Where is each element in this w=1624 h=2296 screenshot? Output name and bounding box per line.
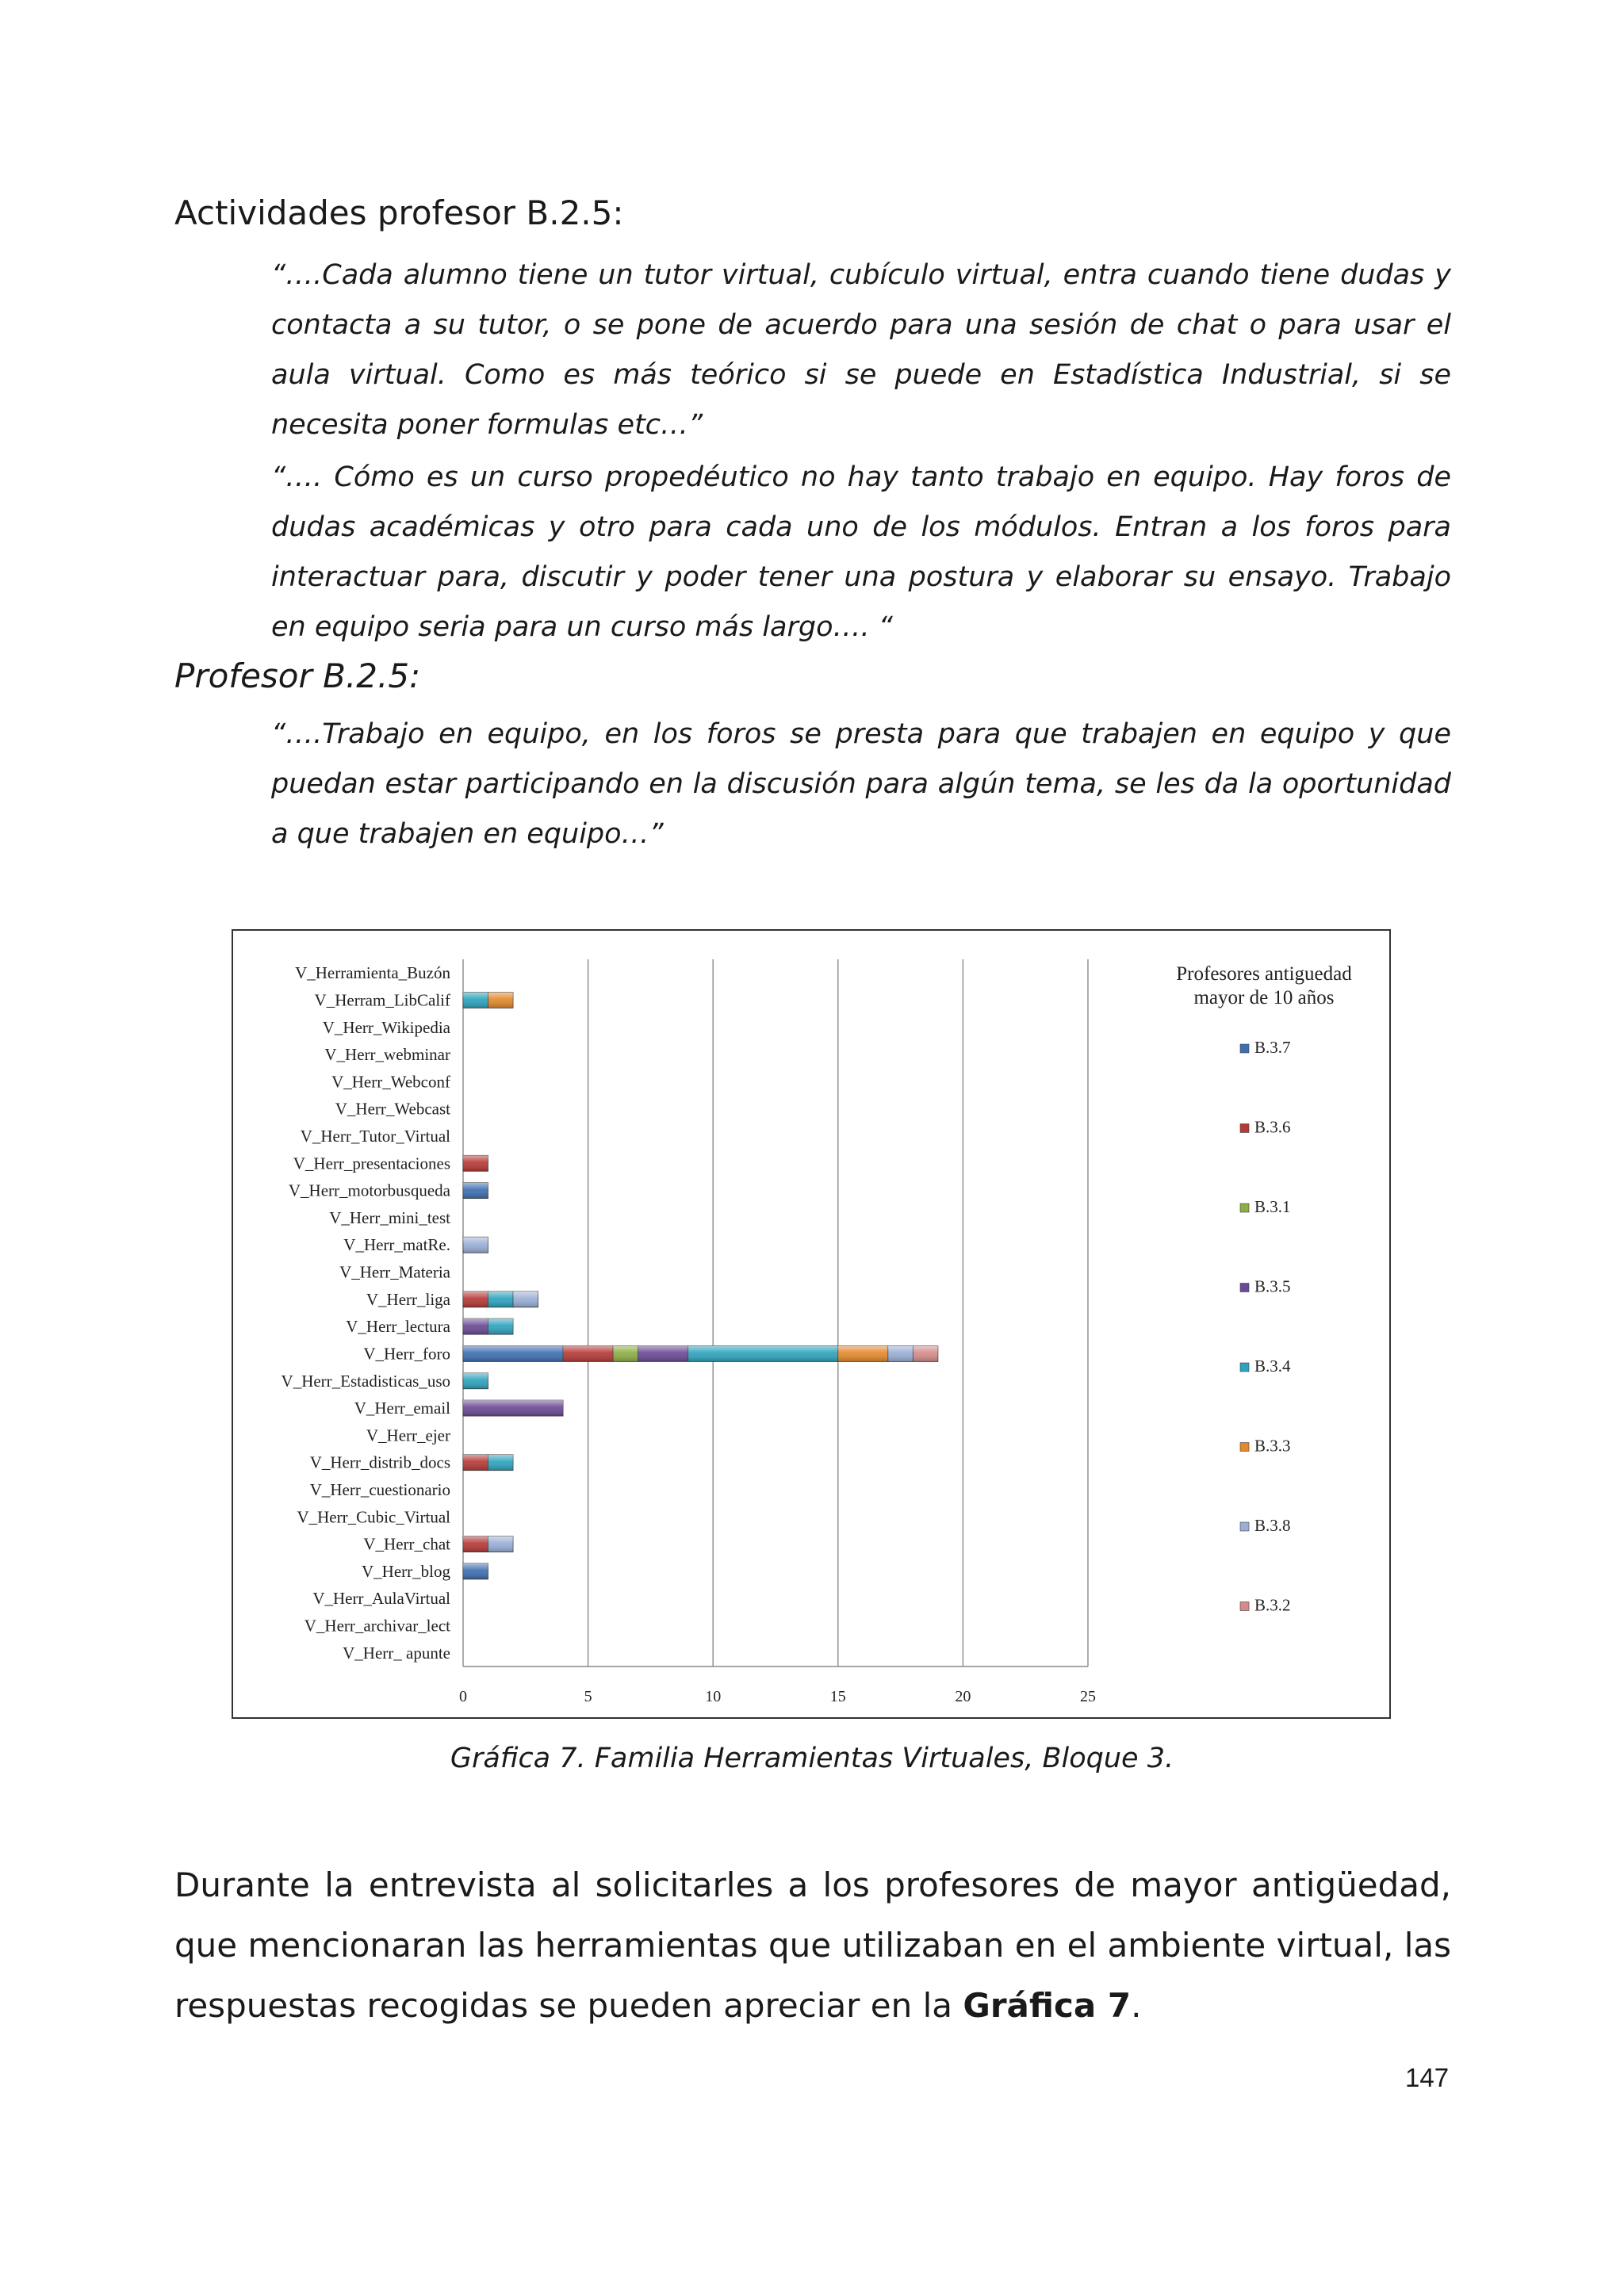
x-tick-label: 5 [584, 1688, 592, 1705]
x-tick-label: 0 [459, 1688, 467, 1705]
legend-entry: B.3.5 [1254, 1276, 1291, 1296]
category-label: V_Herr_Webcast [335, 1099, 450, 1119]
heading-profesor: Profesor B.2.5: [174, 656, 421, 695]
category-label: V_Herr_distrib_docs [309, 1452, 450, 1472]
category-label: V_Herr_Estadisticas_uso [281, 1371, 450, 1391]
legend-entry: B.3.3 [1254, 1436, 1291, 1456]
figure-reference: Gráfica 7 [963, 1986, 1132, 2025]
legend-swatch [1240, 1443, 1249, 1452]
chart-legend [1176, 963, 1352, 1615]
bar-segment-gloss [488, 1536, 514, 1552]
bar-segment-gloss [463, 1400, 563, 1416]
legend-title: mayor de 10 años [1193, 987, 1335, 1008]
category-label: V_Herramienta_Buzón [295, 963, 450, 983]
category-label: V_Herr_webminar [324, 1045, 450, 1065]
category-label: V_Herr_cuestionario [309, 1480, 450, 1499]
heading-activities: Actividades profesor B.2.5: [174, 193, 624, 232]
chart-gridlines [463, 959, 1088, 1667]
chart-x-tick-labels [459, 1688, 1096, 1705]
bar-segment-gloss [488, 992, 514, 1008]
category-label: V_Herram_LibCalif [314, 990, 450, 1010]
bar-segment-gloss [463, 1373, 488, 1389]
bar-segment-gloss [513, 1292, 538, 1307]
category-label: V_Herr_Webconf [331, 1072, 450, 1092]
bar-segment-gloss [463, 1183, 488, 1199]
bar-segment-gloss [488, 1318, 514, 1334]
bar-segment-gloss [688, 1345, 838, 1361]
quote-2: “…. Cómo es un curso propedéutico no hay tanto trabajo en equipo. Hay foros de dudas académicas y otro para cada uno de los módulos. Entran a los foros para interactuar para, discutir y poder tener una postura y elaborar su ensayo. Trabajo en equipo seria para un curso más largo…. “ [271, 461, 1451, 643]
legend-swatch [1240, 1124, 1249, 1133]
bar-segment-gloss [463, 1455, 488, 1471]
legend-swatch [1240, 1522, 1249, 1531]
legend-swatch [1240, 1044, 1249, 1053]
chart-category-labels [282, 963, 451, 1663]
page-number: 147 [1405, 2063, 1450, 2092]
category-label: V_Herr_Tutor_Virtual [300, 1127, 450, 1146]
x-tick-label: 25 [1080, 1688, 1096, 1705]
bar-segment-gloss [463, 1292, 488, 1307]
paragraph-text: Durante la entrevista al solicitarles a los profesores de mayor antigüedad, que mencionaran las herramientas que utilizaban en el ambiente virtual, las respuestas recogidas se pueden apreciar en la [174, 1866, 1451, 2025]
x-tick-label: 15 [829, 1688, 846, 1705]
category-label: V_Herr_Wikipedia [322, 1017, 450, 1037]
bar-segment-gloss [463, 1155, 488, 1171]
bar-segment-gloss [488, 1292, 514, 1307]
quote-3: “….Trabajo en equipo, en los foros se presta para que trabajen en equipo y que puedan estar participando en la discusión para algún tema, se les da la oportunidad a que trabajen en equipo…” [271, 718, 1451, 850]
category-label: V_Herr_ejer [366, 1425, 450, 1445]
category-label: V_Herr_motorbusqueda [288, 1181, 450, 1200]
category-label: V_Herr_chat [363, 1534, 450, 1554]
category-label: V_Herr_Cubic_Virtual [297, 1507, 450, 1527]
category-label: V_Herr_lectura [346, 1317, 450, 1337]
legend-entry: B.3.1 [1254, 1197, 1291, 1216]
legend-swatch [1240, 1363, 1249, 1372]
bar-segment-gloss [913, 1345, 938, 1361]
bar-segment-gloss [463, 992, 488, 1008]
category-label: V_Herr_matRe. [343, 1235, 450, 1255]
category-label: V_Herr_AulaVirtual [312, 1589, 450, 1609]
legend-entry: B.3.2 [1254, 1595, 1291, 1615]
bar-segment-gloss [463, 1318, 488, 1334]
category-label: V_Herr_blog [362, 1561, 450, 1581]
bar-segment-gloss [638, 1345, 688, 1361]
legend-swatch [1240, 1602, 1249, 1611]
bar-segment-gloss [463, 1536, 488, 1552]
chart-bars [463, 992, 938, 1578]
legend-entry: B.3.4 [1254, 1357, 1291, 1376]
paragraph-end: . [1131, 1986, 1142, 2025]
bar-segment-gloss [613, 1345, 638, 1361]
bar-segment-gloss [463, 1345, 563, 1361]
bar-segment-gloss [563, 1345, 613, 1361]
category-label: V_Herr_liga [366, 1289, 450, 1309]
category-label: V_Herr_email [354, 1399, 450, 1418]
legend-swatch [1240, 1284, 1249, 1292]
figure-caption: Gráfica 7. Familia Herramientas Virtuales, Bloque 3. [450, 1743, 1174, 1774]
legend-entry: B.3.6 [1254, 1117, 1291, 1137]
category-label: V_Herr_Materia [339, 1262, 450, 1282]
bar-segment-gloss [463, 1237, 488, 1253]
legend-title: Profesores antiguedad [1176, 963, 1352, 985]
bar-segment-gloss [838, 1345, 888, 1361]
bar-chart [233, 931, 1389, 1717]
bar-segment-gloss [888, 1345, 914, 1361]
x-tick-label: 10 [705, 1688, 722, 1705]
bar-segment-gloss [488, 1455, 514, 1471]
category-label: V_Herr_ apunte [343, 1643, 450, 1663]
x-tick-label: 20 [955, 1688, 971, 1705]
category-label: V_Herr_mini_test [329, 1207, 450, 1227]
category-label: V_Herr_archivar_lect [304, 1616, 450, 1636]
bar-segment-gloss [463, 1563, 488, 1579]
body-paragraph [174, 1855, 1451, 2036]
quote-1: “….Cada alumno tiene un tutor virtual, cubículo virtual, entra cuando tiene dudas y contacta a su tutor, o se pone de acuerdo para una sesión de chat o para usar el aula virtual. Como es más teórico si se puede en Estadística Industrial, si se necesita poner formulas etc…” [271, 259, 1451, 441]
category-label: V_Herr_foro [363, 1344, 450, 1364]
legend-entry: B.3.7 [1254, 1038, 1291, 1057]
chart-frame [232, 929, 1391, 1719]
legend-swatch [1240, 1203, 1249, 1212]
category-label: V_Herr_presentaciones [293, 1154, 450, 1173]
legend-entry: B.3.8 [1254, 1516, 1291, 1535]
